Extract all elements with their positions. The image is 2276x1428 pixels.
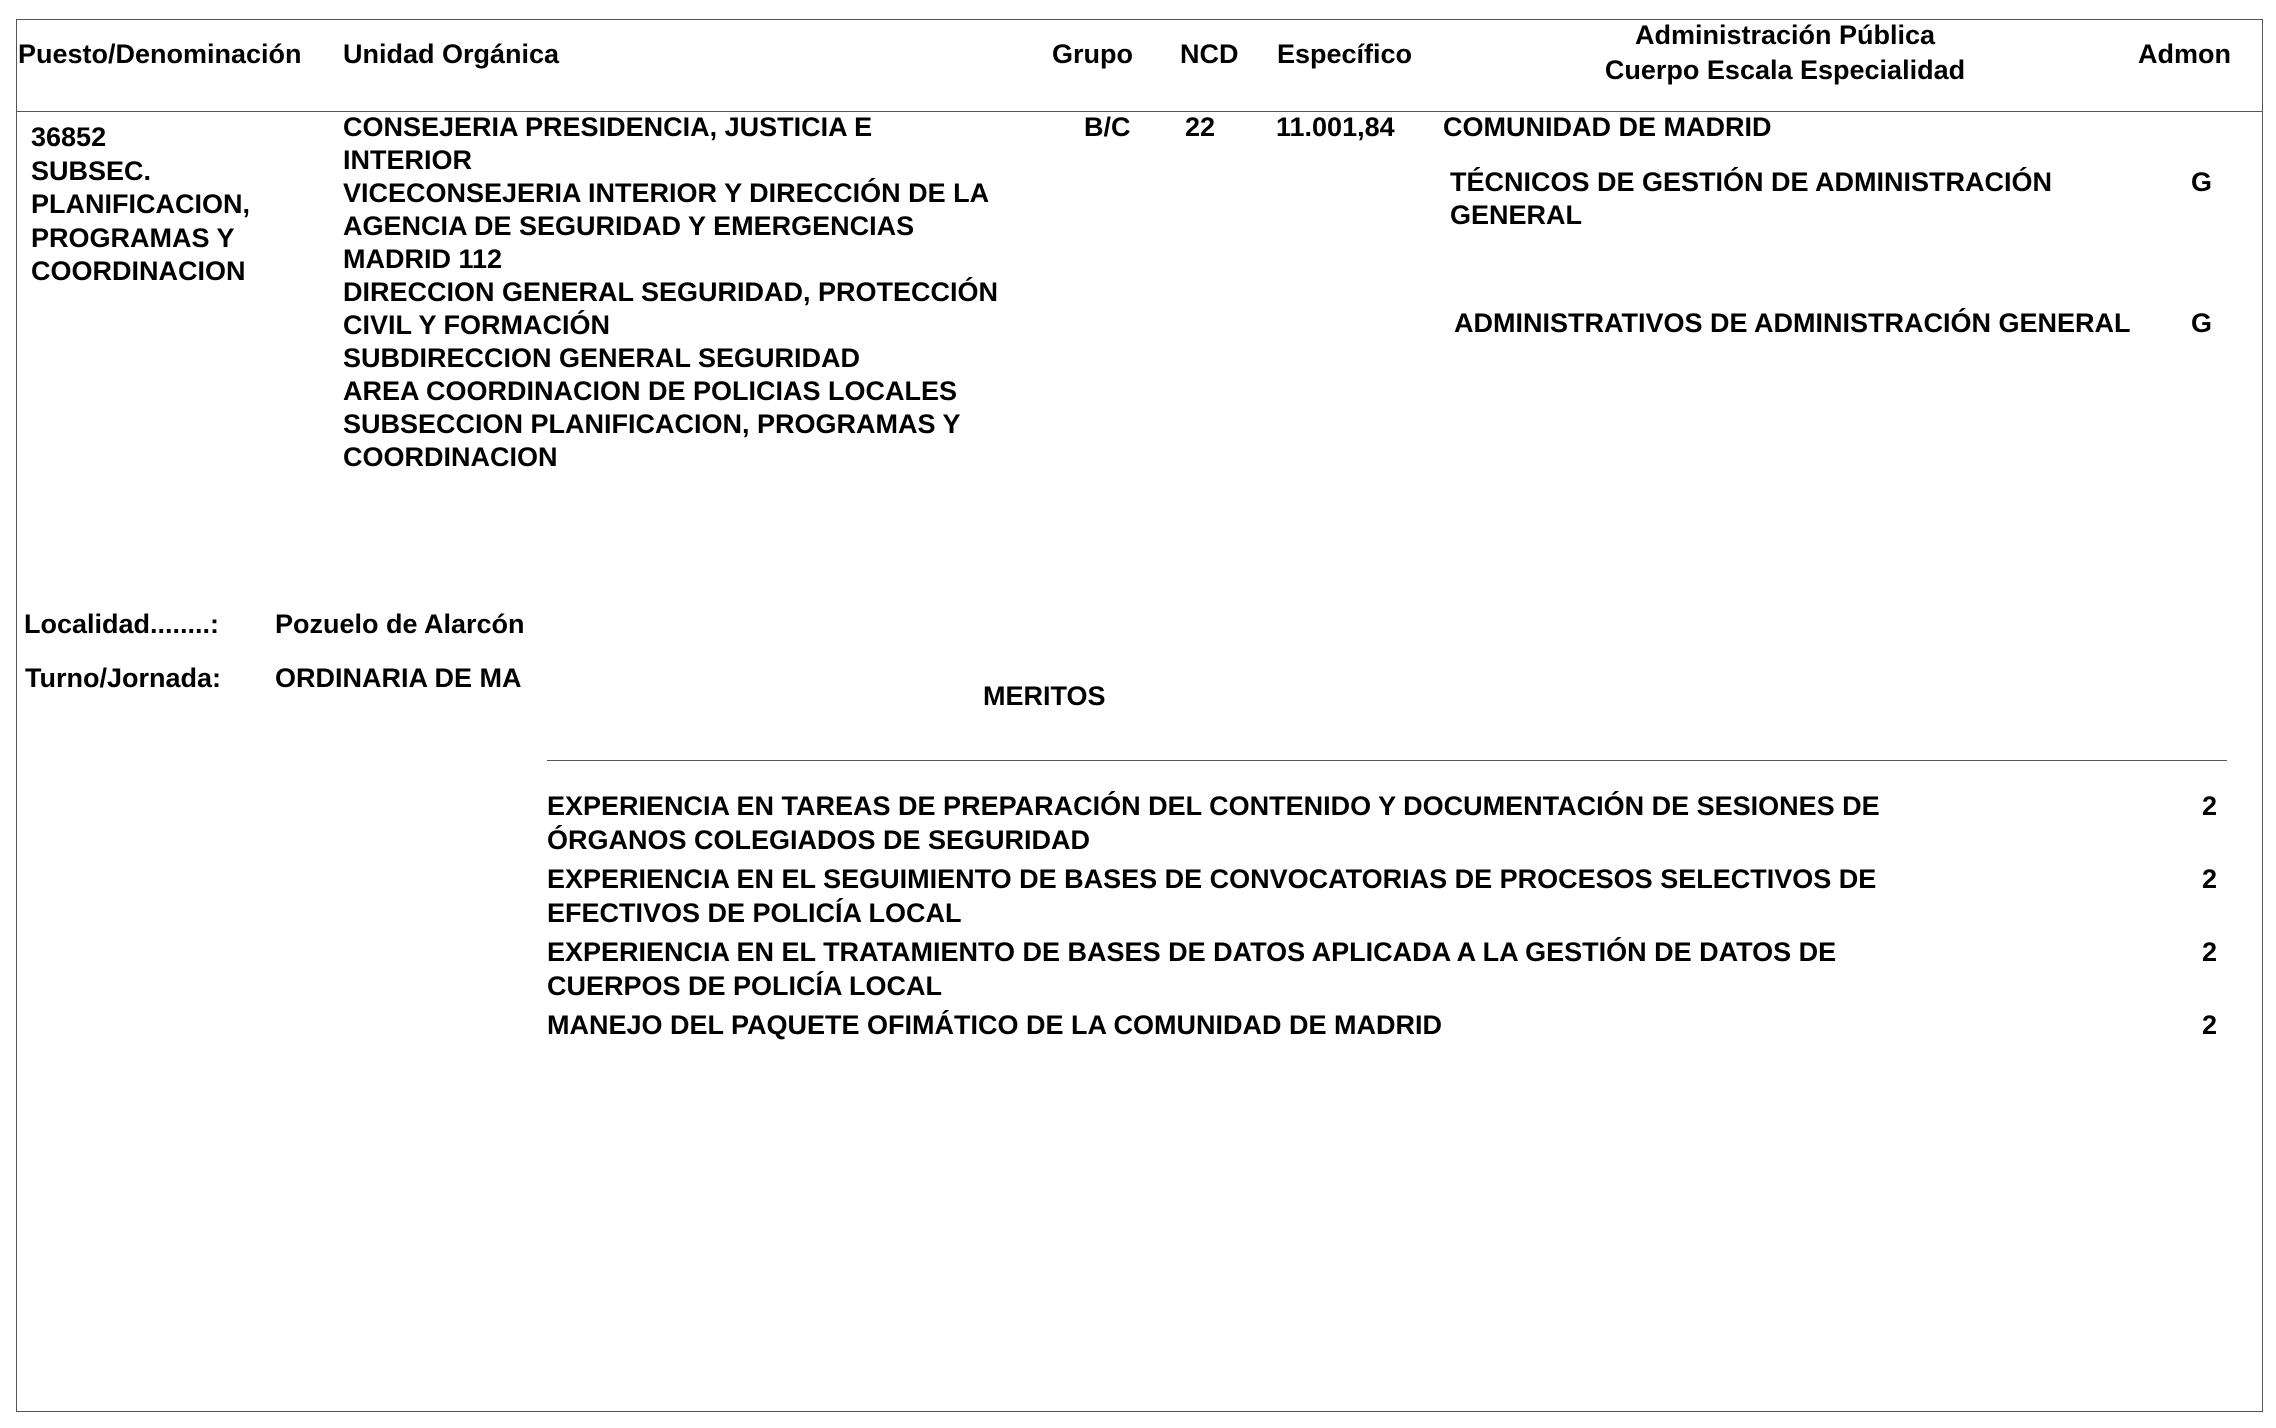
unidad-block [343,111,998,474]
turno-label: Turno/Jornada: [25,663,222,693]
meritos-divider [547,760,2227,761]
cuerpo-line: GENERAL [1450,200,1583,230]
unidad-line: CONSEJERIA PRESIDENCIA, JUSTICIA E [343,112,873,142]
unidad-line: COORDINACION [343,442,558,472]
unidad-line: SUBDIRECCION GENERAL SEGURIDAD [343,343,861,373]
localidad-label: Localidad........: [24,609,220,639]
unidad-line: DIRECCION GENERAL SEGURIDAD, PROTECCIÓN [343,277,999,307]
merit-line: EXPERIENCIA EN EL SEGUIMIENTO DE BASES DE CONVOCATORIAS DE PROCESOS SELECTIVOS DE [547,864,1877,894]
header-grupo: Grupo [1052,39,1133,69]
merit-points: 2 [2201,937,2217,967]
administracion-name: COMUNIDAD DE MADRID [1443,112,1772,142]
merit-text [547,789,1880,857]
merit-line: EFECTIVOS DE POLICÍA LOCAL [547,898,962,928]
header-especifico: Específico [1277,39,1413,69]
cuerpo-1 [1450,166,2052,232]
header-admin-line2: Cuerpo Escala Especialidad [1604,55,1966,85]
grupo-value: B/C [1084,112,1131,142]
merit-line: EXPERIENCIA EN EL TRATAMIENTO DE BASES DE DATOS APLICADA A LA GESTIÓN DE DATOS DE [547,937,1837,967]
localidad-value: Pozuelo de Alarcón [275,609,525,639]
header-ncd: NCD [1180,39,1239,69]
unidad-line: INTERIOR [343,145,473,175]
header-unidad: Unidad Orgánica [343,39,560,69]
merit-item [547,1008,2227,1042]
puesto-line: PROGRAMAS Y [31,222,235,253]
merit-points: 2 [2201,1010,2217,1040]
cuerpo-line: TÉCNICOS DE GESTIÓN DE ADMINISTRACIÓN [1450,167,2053,197]
puesto-line: PLANIFICACION, [31,189,250,219]
cuerpo-1-admon: G [2191,167,2213,197]
merit-line: EXPERIENCIA EN TAREAS DE PREPARACIÓN DEL CONTENIDO Y DOCUMENTACIÓN DE SESIONES DE [547,791,1880,821]
merit-item [547,862,2227,930]
merit-item [547,935,2227,1003]
meritos-title: MERITOS [983,681,1106,711]
merit-line: MANEJO DEL PAQUETE OFIMÁTICO DE LA COMUNIDAD DE MADRID [547,1010,1443,1040]
unidad-line: CIVIL Y FORMACIÓN [343,310,611,340]
merit-item [547,789,2227,857]
ncd-value: 22 [1185,112,1216,142]
merit-line: ÓRGANOS COLEGIADOS DE SEGURIDAD [547,825,1091,855]
cuerpo-2: ADMINISTRATIVOS DE ADMINISTRACIÓN GENERAL [1454,308,2131,338]
especifico-value: 11.001,84 [1276,112,1395,142]
puesto-block [31,121,250,289]
merit-points: 2 [2201,864,2217,894]
header-admon: Admon [2138,39,2231,69]
unidad-line: AGENCIA DE SEGURIDAD Y EMERGENCIAS [343,211,915,241]
puesto-line: COORDINACION [31,256,246,286]
merit-text [547,935,1836,1003]
merit-points: 2 [2201,791,2217,821]
merit-text [547,1008,1442,1042]
turno-value: ORDINARIA DE MA [275,663,522,693]
puesto-code: 36852 [31,122,107,152]
unidad-line: SUBSECCION PLANIFICACION, PROGRAMAS Y [343,409,961,439]
unidad-line: VICECONSEJERIA INTERIOR Y DIRECCIÓN DE LA [343,178,990,208]
unidad-line: AREA COORDINACION DE POLICIAS LOCALES [343,376,958,406]
merit-line: CUERPOS DE POLICÍA LOCAL [547,971,943,1001]
merit-text [547,862,1876,930]
header-puesto: Puesto/Denominación [18,39,302,69]
header-admin-line1: Administración Pública [1634,20,1936,50]
puesto-line: SUBSEC. [31,155,152,186]
unidad-line: MADRID 112 [343,244,503,274]
cuerpo-2-admon: G [2191,308,2213,338]
